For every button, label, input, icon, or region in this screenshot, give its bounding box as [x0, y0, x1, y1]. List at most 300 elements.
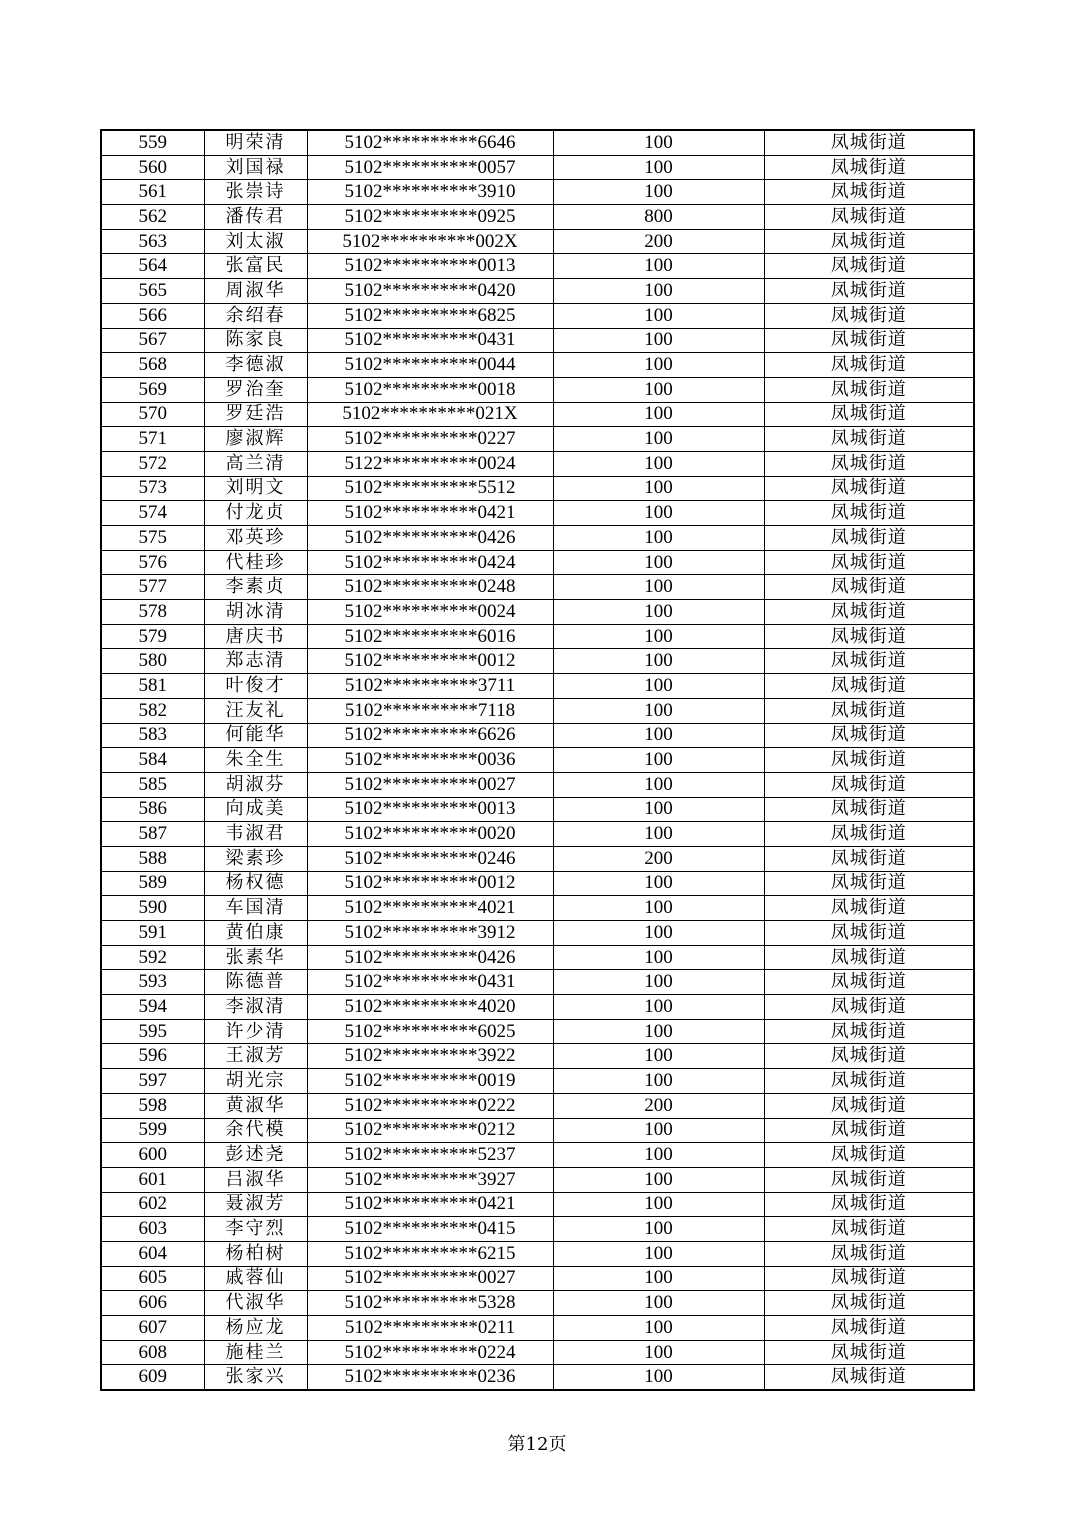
street-cell: 凤城街道 [764, 995, 974, 1020]
row-number-cell: 605 [101, 1266, 204, 1291]
table-row [101, 451, 974, 476]
amount-cell: 200 [553, 846, 764, 871]
table-row [101, 1241, 974, 1266]
person-name-cell: 王淑芳 [204, 1044, 307, 1069]
table-row [101, 1316, 974, 1341]
table-row [101, 303, 974, 328]
id-number-cell: 5102**********0421 [307, 501, 553, 526]
table-row [101, 600, 974, 625]
table-row [101, 427, 974, 452]
person-name-cell: 聂淑芳 [204, 1192, 307, 1217]
street-cell: 凤城街道 [764, 476, 974, 501]
person-name-cell: 施桂兰 [204, 1340, 307, 1365]
id-number-cell: 5102**********0421 [307, 1192, 553, 1217]
person-name-cell: 陈家良 [204, 328, 307, 353]
row-number-cell: 573 [101, 476, 204, 501]
table-row [101, 254, 974, 279]
person-name-cell: 朱全生 [204, 748, 307, 773]
street-cell: 凤城街道 [764, 772, 974, 797]
amount-cell: 100 [553, 600, 764, 625]
amount-cell: 100 [553, 624, 764, 649]
amount-cell: 100 [553, 279, 764, 304]
id-number-cell: 5102**********0415 [307, 1217, 553, 1242]
id-number-cell: 5102**********6626 [307, 723, 553, 748]
street-cell: 凤城街道 [764, 526, 974, 551]
street-cell: 凤城街道 [764, 550, 974, 575]
street-cell: 凤城街道 [764, 1241, 974, 1266]
street-cell: 凤城街道 [764, 1093, 974, 1118]
person-name-cell: 杨柏树 [204, 1241, 307, 1266]
id-number-cell: 5102**********4021 [307, 896, 553, 921]
id-number-cell: 5102**********0431 [307, 970, 553, 995]
street-cell: 凤城街道 [764, 748, 974, 773]
amount-cell: 100 [553, 945, 764, 970]
id-number-cell: 5102**********5512 [307, 476, 553, 501]
street-cell: 凤城街道 [764, 205, 974, 230]
amount-cell: 200 [553, 1093, 764, 1118]
row-number-cell: 601 [101, 1167, 204, 1192]
table-row [101, 846, 974, 871]
person-name-cell: 张素华 [204, 945, 307, 970]
id-number-cell: 5102**********0211 [307, 1316, 553, 1341]
person-name-cell: 刘国禄 [204, 155, 307, 180]
amount-cell: 100 [553, 649, 764, 674]
table-row [101, 1217, 974, 1242]
table-row [101, 649, 974, 674]
table-row [101, 501, 974, 526]
street-cell: 凤城街道 [764, 723, 974, 748]
id-number-cell: 5102**********0420 [307, 279, 553, 304]
person-name-cell: 向成美 [204, 797, 307, 822]
row-number-cell: 594 [101, 995, 204, 1020]
amount-cell: 100 [553, 1019, 764, 1044]
row-number-cell: 566 [101, 303, 204, 328]
street-cell: 凤城街道 [764, 822, 974, 847]
amount-cell: 100 [553, 501, 764, 526]
amount-cell: 100 [553, 723, 764, 748]
id-number-cell: 5102**********0424 [307, 550, 553, 575]
street-cell: 凤城街道 [764, 1291, 974, 1316]
row-number-cell: 584 [101, 748, 204, 773]
street-cell: 凤城街道 [764, 896, 974, 921]
table-row [101, 155, 974, 180]
row-number-cell: 579 [101, 624, 204, 649]
street-cell: 凤城街道 [764, 649, 974, 674]
amount-cell: 100 [553, 1118, 764, 1143]
table-row [101, 377, 974, 402]
table-row [101, 674, 974, 699]
table-row [101, 1143, 974, 1168]
row-number-cell: 580 [101, 649, 204, 674]
roster-table-body [101, 130, 974, 1390]
table-row [101, 1192, 974, 1217]
row-number-cell: 589 [101, 871, 204, 896]
street-cell: 凤城街道 [764, 1192, 974, 1217]
id-number-cell: 5102**********0012 [307, 871, 553, 896]
row-number-cell: 560 [101, 155, 204, 180]
row-number-cell: 607 [101, 1316, 204, 1341]
street-cell: 凤城街道 [764, 1069, 974, 1094]
id-number-cell: 5102**********6016 [307, 624, 553, 649]
person-name-cell: 陈德普 [204, 970, 307, 995]
amount-cell: 100 [553, 1365, 764, 1390]
amount-cell: 100 [553, 1069, 764, 1094]
street-cell: 凤城街道 [764, 1316, 974, 1341]
row-number-cell: 578 [101, 600, 204, 625]
amount-cell: 100 [553, 427, 764, 452]
amount-cell: 100 [553, 995, 764, 1020]
street-cell: 凤城街道 [764, 1118, 974, 1143]
amount-cell: 100 [553, 797, 764, 822]
amount-cell: 100 [553, 1217, 764, 1242]
id-number-cell: 5102**********3927 [307, 1167, 553, 1192]
id-number-cell: 5102**********0019 [307, 1069, 553, 1094]
amount-cell: 100 [553, 970, 764, 995]
street-cell: 凤城街道 [764, 970, 974, 995]
street-cell: 凤城街道 [764, 945, 974, 970]
amount-cell: 100 [553, 353, 764, 378]
person-name-cell: 付龙贞 [204, 501, 307, 526]
id-number-cell: 5102**********6646 [307, 130, 553, 155]
row-number-cell: 603 [101, 1217, 204, 1242]
street-cell: 凤城街道 [764, 155, 974, 180]
person-name-cell: 胡光宗 [204, 1069, 307, 1094]
row-number-cell: 574 [101, 501, 204, 526]
table-row [101, 229, 974, 254]
row-number-cell: 561 [101, 180, 204, 205]
table-row [101, 328, 974, 353]
id-number-cell: 5102**********0024 [307, 600, 553, 625]
row-number-cell: 592 [101, 945, 204, 970]
person-name-cell: 代淑华 [204, 1291, 307, 1316]
person-name-cell: 杨权德 [204, 871, 307, 896]
person-name-cell: 刘太淑 [204, 229, 307, 254]
row-number-cell: 600 [101, 1143, 204, 1168]
id-number-cell: 5102**********0027 [307, 772, 553, 797]
table-row [101, 970, 974, 995]
amount-cell: 100 [553, 871, 764, 896]
amount-cell: 100 [553, 921, 764, 946]
person-name-cell: 郑志清 [204, 649, 307, 674]
person-name-cell: 余绍春 [204, 303, 307, 328]
row-number-cell: 586 [101, 797, 204, 822]
street-cell: 凤城街道 [764, 303, 974, 328]
amount-cell: 100 [553, 526, 764, 551]
id-number-cell: 5102**********0246 [307, 846, 553, 871]
row-number-cell: 576 [101, 550, 204, 575]
person-name-cell: 车国清 [204, 896, 307, 921]
amount-cell: 100 [553, 550, 764, 575]
id-number-cell: 5102**********0431 [307, 328, 553, 353]
street-cell: 凤城街道 [764, 353, 974, 378]
table-row [101, 624, 974, 649]
person-name-cell: 廖淑辉 [204, 427, 307, 452]
street-cell: 凤城街道 [764, 328, 974, 353]
person-name-cell: 张富民 [204, 254, 307, 279]
row-number-cell: 602 [101, 1192, 204, 1217]
row-number-cell: 583 [101, 723, 204, 748]
amount-cell: 100 [553, 822, 764, 847]
row-number-cell: 609 [101, 1365, 204, 1390]
id-number-cell: 5102**********0222 [307, 1093, 553, 1118]
table-row [101, 205, 974, 230]
street-cell: 凤城街道 [764, 624, 974, 649]
amount-cell: 100 [553, 1266, 764, 1291]
street-cell: 凤城街道 [764, 1365, 974, 1390]
id-number-cell: 5102**********3711 [307, 674, 553, 699]
row-number-cell: 570 [101, 402, 204, 427]
id-number-cell: 5122**********0024 [307, 451, 553, 476]
person-name-cell: 代桂珍 [204, 550, 307, 575]
amount-cell: 100 [553, 451, 764, 476]
person-name-cell: 汪友礼 [204, 698, 307, 723]
table-row [101, 180, 974, 205]
table-row [101, 945, 974, 970]
id-number-cell: 5102**********0426 [307, 945, 553, 970]
id-number-cell: 5102**********0027 [307, 1266, 553, 1291]
amount-cell: 100 [553, 1316, 764, 1341]
person-name-cell: 余代模 [204, 1118, 307, 1143]
table-row [101, 353, 974, 378]
street-cell: 凤城街道 [764, 451, 974, 476]
table-row [101, 1167, 974, 1192]
amount-cell: 100 [553, 1291, 764, 1316]
id-number-cell: 5102**********5237 [307, 1143, 553, 1168]
street-cell: 凤城街道 [764, 279, 974, 304]
id-number-cell: 5102**********3912 [307, 921, 553, 946]
row-number-cell: 572 [101, 451, 204, 476]
person-name-cell: 张家兴 [204, 1365, 307, 1390]
row-number-cell: 568 [101, 353, 204, 378]
row-number-cell: 582 [101, 698, 204, 723]
person-name-cell: 邓英珍 [204, 526, 307, 551]
page-number: 第12页 [507, 1434, 567, 1455]
row-number-cell: 599 [101, 1118, 204, 1143]
person-name-cell: 吕淑华 [204, 1167, 307, 1192]
street-cell: 凤城街道 [764, 377, 974, 402]
street-cell: 凤城街道 [764, 846, 974, 871]
amount-cell: 100 [553, 377, 764, 402]
table-row [101, 526, 974, 551]
street-cell: 凤城街道 [764, 427, 974, 452]
person-name-cell: 许少清 [204, 1019, 307, 1044]
id-number-cell: 5102**********7118 [307, 698, 553, 723]
table-row [101, 995, 974, 1020]
table-row [101, 550, 974, 575]
person-name-cell: 张崇诗 [204, 180, 307, 205]
table-row [101, 1365, 974, 1390]
street-cell: 凤城街道 [764, 921, 974, 946]
street-cell: 凤城街道 [764, 1340, 974, 1365]
id-number-cell: 5102**********3922 [307, 1044, 553, 1069]
id-number-cell: 5102**********0036 [307, 748, 553, 773]
person-name-cell: 梁素珍 [204, 846, 307, 871]
amount-cell: 100 [553, 1241, 764, 1266]
table-row [101, 1069, 974, 1094]
row-number-cell: 608 [101, 1340, 204, 1365]
id-number-cell: 5102**********021X [307, 402, 553, 427]
amount-cell: 100 [553, 130, 764, 155]
amount-cell: 100 [553, 180, 764, 205]
street-cell: 凤城街道 [764, 1019, 974, 1044]
id-number-cell: 5102**********0224 [307, 1340, 553, 1365]
id-number-cell: 5102**********5328 [307, 1291, 553, 1316]
table-row [101, 130, 974, 155]
person-name-cell: 何能华 [204, 723, 307, 748]
amount-cell: 100 [553, 772, 764, 797]
person-name-cell: 李淑清 [204, 995, 307, 1020]
row-number-cell: 559 [101, 130, 204, 155]
amount-cell: 100 [553, 476, 764, 501]
row-number-cell: 593 [101, 970, 204, 995]
street-cell: 凤城街道 [764, 797, 974, 822]
row-number-cell: 571 [101, 427, 204, 452]
person-name-cell: 唐庆书 [204, 624, 307, 649]
table-row [101, 1266, 974, 1291]
id-number-cell: 5102**********0925 [307, 205, 553, 230]
street-cell: 凤城街道 [764, 871, 974, 896]
amount-cell: 100 [553, 674, 764, 699]
id-number-cell: 5102**********0018 [307, 377, 553, 402]
table-row [101, 476, 974, 501]
id-number-cell: 5102**********6025 [307, 1019, 553, 1044]
street-cell: 凤城街道 [764, 402, 974, 427]
amount-cell: 800 [553, 205, 764, 230]
street-cell: 凤城街道 [764, 229, 974, 254]
person-name-cell: 李素贞 [204, 575, 307, 600]
amount-cell: 100 [553, 575, 764, 600]
table-row [101, 772, 974, 797]
id-number-cell: 5102**********0012 [307, 649, 553, 674]
amount-cell: 100 [553, 1340, 764, 1365]
person-name-cell: 罗廷浩 [204, 402, 307, 427]
amount-cell: 100 [553, 896, 764, 921]
amount-cell: 100 [553, 1192, 764, 1217]
table-row [101, 1019, 974, 1044]
id-number-cell: 5102**********6825 [307, 303, 553, 328]
person-name-cell: 明荣清 [204, 130, 307, 155]
row-number-cell: 604 [101, 1241, 204, 1266]
id-number-cell: 5102**********0426 [307, 526, 553, 551]
street-cell: 凤城街道 [764, 698, 974, 723]
amount-cell: 100 [553, 328, 764, 353]
id-number-cell: 5102**********002X [307, 229, 553, 254]
roster-table [100, 129, 975, 1391]
row-number-cell: 575 [101, 526, 204, 551]
id-number-cell: 5102**********0044 [307, 353, 553, 378]
id-number-cell: 5102**********0020 [307, 822, 553, 847]
table-row [101, 279, 974, 304]
table-row [101, 797, 974, 822]
person-name-cell: 罗治奎 [204, 377, 307, 402]
id-number-cell: 5102**********0236 [307, 1365, 553, 1390]
person-name-cell: 周淑华 [204, 279, 307, 304]
street-cell: 凤城街道 [764, 1143, 974, 1168]
street-cell: 凤城街道 [764, 1044, 974, 1069]
id-number-cell: 5102**********0227 [307, 427, 553, 452]
row-number-cell: 562 [101, 205, 204, 230]
street-cell: 凤城街道 [764, 1266, 974, 1291]
id-number-cell: 5102**********0248 [307, 575, 553, 600]
row-number-cell: 569 [101, 377, 204, 402]
table-row [101, 822, 974, 847]
amount-cell: 100 [553, 1143, 764, 1168]
person-name-cell: 彭述尧 [204, 1143, 307, 1168]
amount-cell: 200 [553, 229, 764, 254]
row-number-cell: 567 [101, 328, 204, 353]
table-row [101, 575, 974, 600]
table-row [101, 1291, 974, 1316]
row-number-cell: 564 [101, 254, 204, 279]
amount-cell: 100 [553, 155, 764, 180]
amount-cell: 100 [553, 402, 764, 427]
amount-cell: 100 [553, 698, 764, 723]
person-name-cell: 杨应龙 [204, 1316, 307, 1341]
id-number-cell: 5102**********0013 [307, 254, 553, 279]
street-cell: 凤城街道 [764, 674, 974, 699]
id-number-cell: 5102**********6215 [307, 1241, 553, 1266]
person-name-cell: 叶俊才 [204, 674, 307, 699]
amount-cell: 100 [553, 1167, 764, 1192]
id-number-cell: 5102**********3910 [307, 180, 553, 205]
amount-cell: 100 [553, 254, 764, 279]
person-name-cell: 刘明文 [204, 476, 307, 501]
id-number-cell: 5102**********0013 [307, 797, 553, 822]
row-number-cell: 585 [101, 772, 204, 797]
id-number-cell: 5102**********4020 [307, 995, 553, 1020]
person-name-cell: 李德淑 [204, 353, 307, 378]
row-number-cell: 598 [101, 1093, 204, 1118]
row-number-cell: 577 [101, 575, 204, 600]
table-row [101, 1093, 974, 1118]
person-name-cell: 胡冰清 [204, 600, 307, 625]
row-number-cell: 591 [101, 921, 204, 946]
table-row [101, 1340, 974, 1365]
street-cell: 凤城街道 [764, 254, 974, 279]
person-name-cell: 黄淑华 [204, 1093, 307, 1118]
row-number-cell: 588 [101, 846, 204, 871]
table-row [101, 871, 974, 896]
street-cell: 凤城街道 [764, 130, 974, 155]
id-number-cell: 5102**********0057 [307, 155, 553, 180]
row-number-cell: 606 [101, 1291, 204, 1316]
row-number-cell: 563 [101, 229, 204, 254]
street-cell: 凤城街道 [764, 501, 974, 526]
person-name-cell: 潘传君 [204, 205, 307, 230]
street-cell: 凤城街道 [764, 1217, 974, 1242]
person-name-cell: 戚蓉仙 [204, 1266, 307, 1291]
table-row [101, 402, 974, 427]
street-cell: 凤城街道 [764, 600, 974, 625]
row-number-cell: 565 [101, 279, 204, 304]
person-name-cell: 韦淑君 [204, 822, 307, 847]
row-number-cell: 587 [101, 822, 204, 847]
row-number-cell: 597 [101, 1069, 204, 1094]
table-row [101, 1044, 974, 1069]
table-row [101, 1118, 974, 1143]
person-name-cell: 高兰清 [204, 451, 307, 476]
table-row [101, 748, 974, 773]
person-name-cell: 黄伯康 [204, 921, 307, 946]
amount-cell: 100 [553, 1044, 764, 1069]
table-row [101, 723, 974, 748]
table-row [101, 896, 974, 921]
street-cell: 凤城街道 [764, 180, 974, 205]
id-number-cell: 5102**********0212 [307, 1118, 553, 1143]
row-number-cell: 596 [101, 1044, 204, 1069]
table-row [101, 698, 974, 723]
table-row [101, 921, 974, 946]
